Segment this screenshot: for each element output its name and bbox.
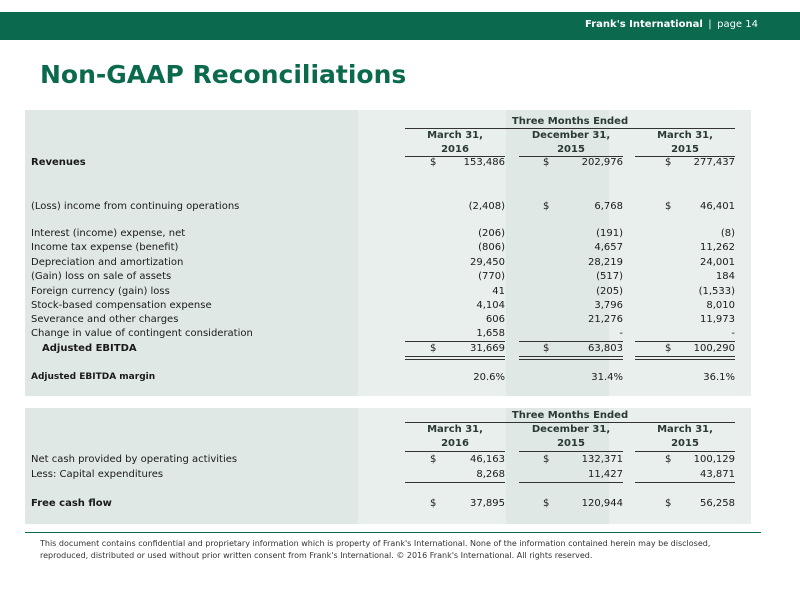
double-underline	[405, 356, 505, 360]
value: (1,533)	[698, 286, 735, 297]
underline	[519, 341, 623, 342]
value: (2,408)	[468, 201, 505, 212]
value: (205)	[596, 286, 623, 297]
value: 29,450	[470, 257, 505, 268]
ebitda-reconciliation-table	[25, 110, 751, 396]
col-header-line2: 2015	[671, 144, 699, 155]
free-cash-flow-table	[25, 408, 751, 524]
col-header-line2: 2015	[557, 144, 585, 155]
underline	[405, 451, 505, 452]
value: 100,129	[693, 454, 735, 465]
currency: $	[430, 498, 437, 509]
value: 4,657	[594, 242, 623, 253]
value: 4,104	[476, 300, 505, 311]
value: 56,258	[700, 498, 735, 509]
underline	[519, 482, 623, 483]
company-name: Frank's International	[585, 19, 703, 30]
row-label: Revenues	[31, 157, 86, 168]
value: 63,803	[588, 343, 623, 354]
col-header-line1: March 31,	[657, 130, 713, 141]
value: (8)	[720, 228, 735, 239]
value: 31.4%	[591, 372, 623, 383]
value: 43,871	[700, 469, 735, 480]
value: 24,001	[700, 257, 735, 268]
value: (770)	[478, 271, 505, 282]
currency: $	[665, 157, 672, 168]
currency: $	[543, 343, 550, 354]
group-header: Three Months Ended	[511, 410, 629, 421]
currency: $	[430, 454, 437, 465]
value: (191)	[596, 228, 623, 239]
currency: $	[430, 343, 437, 354]
currency: $	[543, 157, 550, 168]
row-label: Depreciation and amortization	[31, 257, 184, 268]
row-label: (Gain) loss on sale of assets	[31, 271, 172, 282]
value: 3,796	[594, 300, 623, 311]
value: 184	[715, 271, 735, 282]
row-label: Interest (income) expense, net	[31, 228, 186, 239]
group-header: Three Months Ended	[511, 116, 629, 127]
value: 606	[485, 314, 505, 325]
value: 120,944	[581, 498, 623, 509]
row-label: Free cash flow	[31, 498, 112, 509]
underline	[405, 422, 735, 423]
col-header-line2: 2016	[441, 438, 469, 449]
value: 8,268	[476, 469, 505, 480]
row-label: Foreign currency (gain) loss	[31, 286, 170, 297]
value: (517)	[596, 271, 623, 282]
value: -	[619, 328, 623, 339]
page-title: Non-GAAP Reconciliations	[40, 60, 407, 89]
value: 202,976	[581, 157, 623, 168]
value: 1,658	[476, 328, 505, 339]
value: 11,427	[588, 469, 623, 480]
currency: $	[543, 498, 550, 509]
confidentiality-notice: This document contains confidential and proprietary information which is property of Frank's International. None of the information contained herein may be disclosed, reproduced, distributed or used without prior written consent from Frank's International. © 2016 Frank's International. All rights reserved.	[40, 539, 711, 560]
underline	[519, 451, 623, 452]
row-label: Income tax expense (benefit)	[31, 242, 179, 253]
row-label: Adjusted EBITDA	[42, 343, 137, 354]
value: 11,973	[700, 314, 735, 325]
header-bar	[0, 12, 800, 40]
underline	[635, 341, 735, 342]
header-separator: |	[708, 19, 712, 30]
double-underline	[635, 356, 735, 360]
col-header-line1: December 31,	[531, 130, 611, 141]
value: 46,401	[700, 201, 735, 212]
underline	[635, 451, 735, 452]
currency: $	[430, 157, 437, 168]
underline	[405, 341, 505, 342]
value: 28,219	[588, 257, 623, 268]
value: 41	[492, 286, 505, 297]
footer-divider	[25, 532, 761, 533]
value: 37,895	[470, 498, 505, 509]
col-header-line1: December 31,	[531, 424, 611, 435]
currency: $	[665, 201, 672, 212]
page-number: page 14	[717, 19, 758, 30]
value: 46,163	[470, 454, 505, 465]
value: 21,276	[588, 314, 623, 325]
value: 132,371	[581, 454, 623, 465]
header-text	[585, 19, 758, 30]
underline	[405, 482, 505, 483]
value: 20.6%	[473, 372, 505, 383]
row-label: Severance and other charges	[31, 314, 179, 325]
row-label: Change in value of contingent consideration	[31, 328, 253, 339]
row-label: Net cash provided by operating activities	[31, 454, 238, 465]
col-header-line1: March 31,	[427, 130, 483, 141]
col-header-line1: March 31,	[427, 424, 483, 435]
row-label: Stock-based compensation expense	[31, 300, 212, 311]
col-header-line2: 2015	[671, 438, 699, 449]
value: 277,437	[693, 157, 735, 168]
value: (206)	[478, 228, 505, 239]
value: 8,010	[706, 300, 735, 311]
value: 11,262	[700, 242, 735, 253]
currency: $	[665, 454, 672, 465]
value: 36.1%	[703, 372, 735, 383]
currency: $	[543, 454, 550, 465]
currency: $	[665, 498, 672, 509]
value: 153,486	[463, 157, 505, 168]
currency: $	[665, 343, 672, 354]
col-header-line2: 2016	[441, 144, 469, 155]
currency: $	[543, 201, 550, 212]
row-label: Adjusted EBITDA margin	[31, 372, 156, 382]
underline	[405, 128, 735, 129]
row-label: (Loss) income from continuing operations	[31, 201, 240, 212]
double-underline	[519, 356, 623, 360]
value: 31,669	[470, 343, 505, 354]
value: 100,290	[693, 343, 735, 354]
col-header-line1: March 31,	[657, 424, 713, 435]
row-label: Less: Capital expenditures	[31, 469, 164, 480]
underline	[635, 482, 735, 483]
col-header-line2: 2015	[557, 438, 585, 449]
value: 6,768	[594, 201, 623, 212]
value: -	[731, 328, 735, 339]
value: (806)	[478, 242, 505, 253]
